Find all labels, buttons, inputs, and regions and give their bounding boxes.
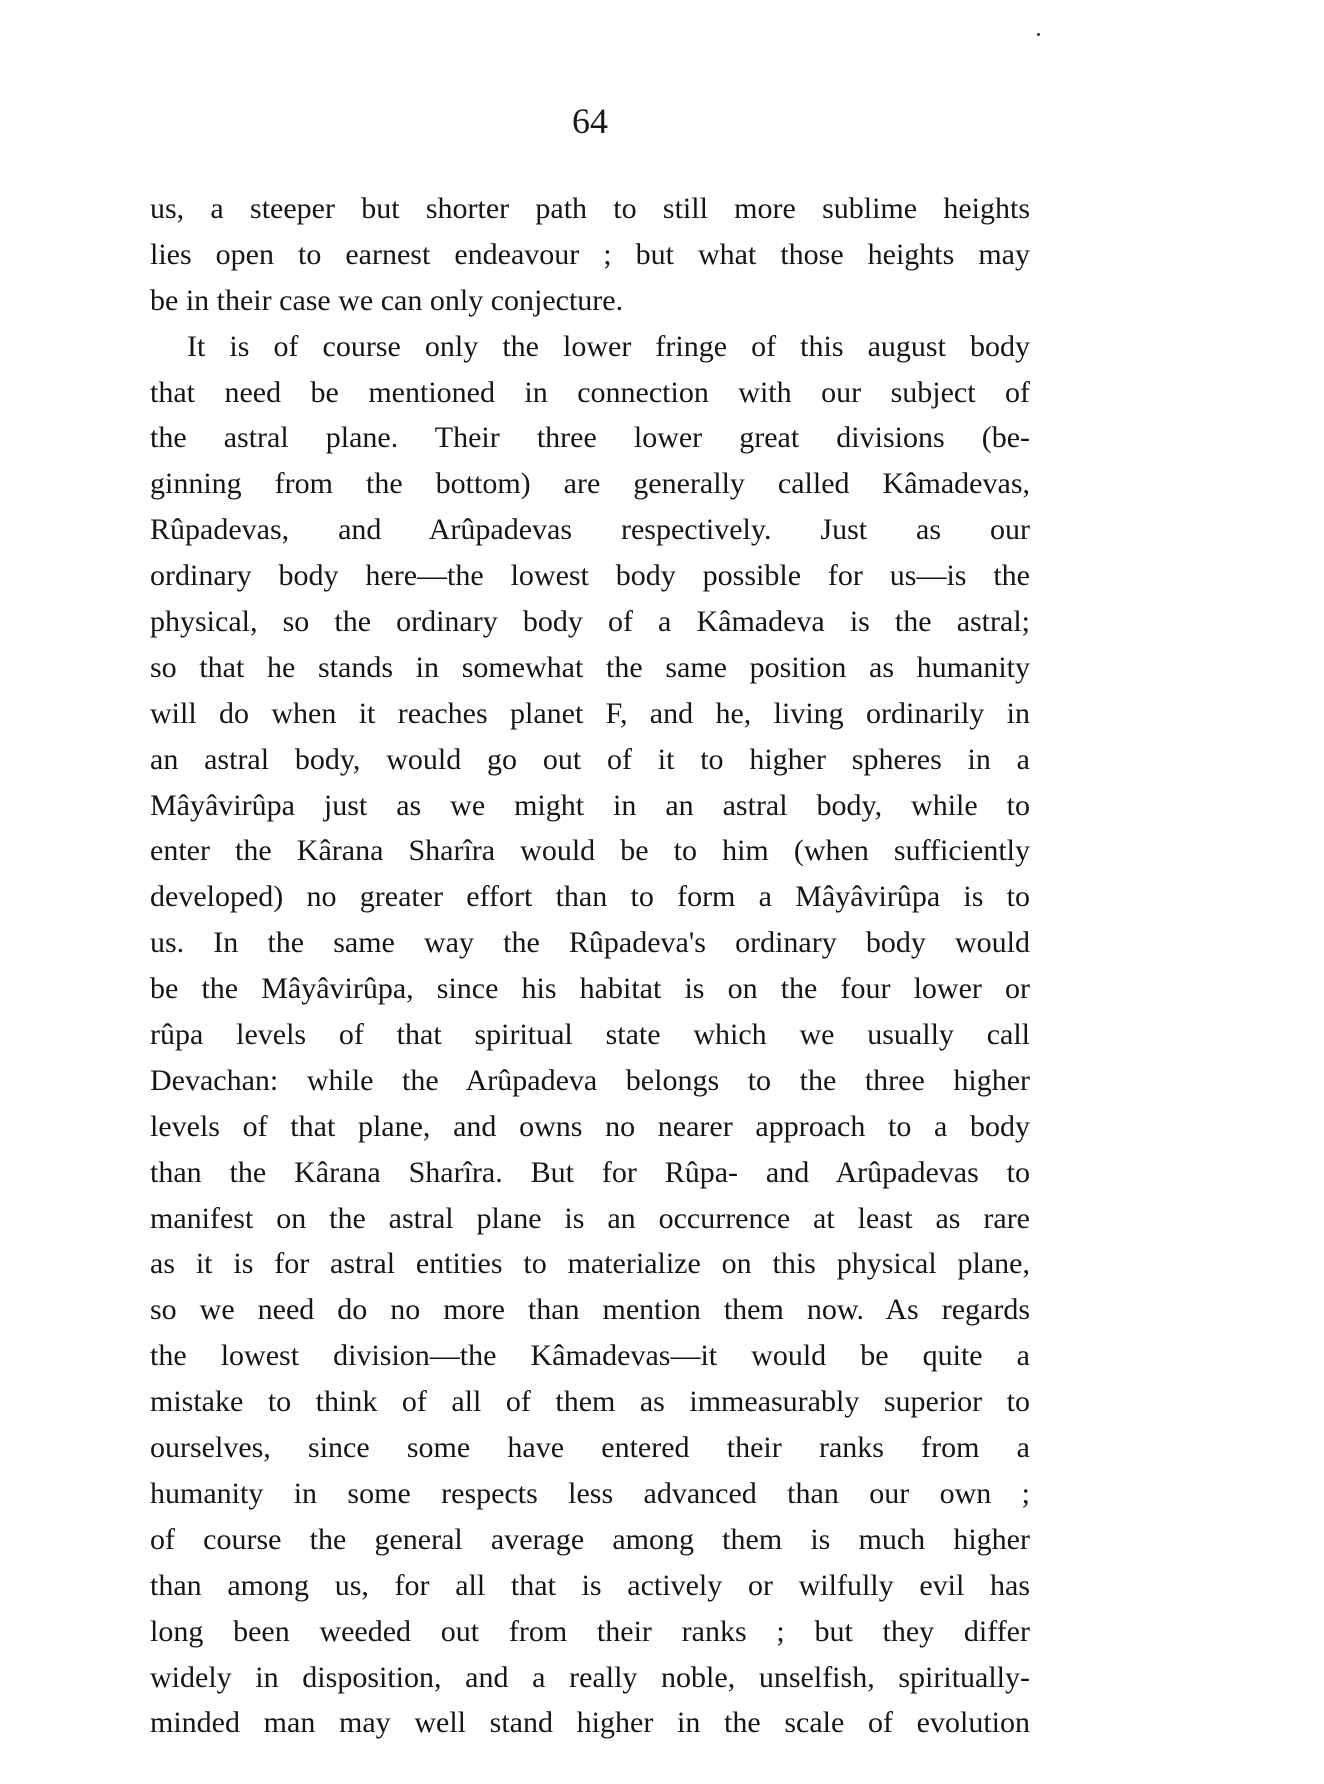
scan-speck <box>1037 33 1040 36</box>
text-line: will do when it reaches planet F, and he, living ordinarily in <box>150 696 1030 730</box>
text-line: be in their case we can only conjecture. <box>150 283 624 317</box>
text-line: us. In the same way the Rûpadeva's ordinary body would <box>150 926 1030 960</box>
text-line: so that he stands in somewhat the same position as humanity <box>150 650 1030 684</box>
text-line: humanity in some respects less advanced than our own ; <box>150 1476 1030 1510</box>
text-line: ginning from the bottom) are generally called Kâmadevas, <box>150 467 1030 501</box>
text-line: Mâyâvirûpa just as we might in an astral body, while to <box>150 788 1030 822</box>
text-line: ordinary body here—the lowest body possible for us—is the <box>150 559 1030 593</box>
text-line: that need be mentioned in connection with our subject of <box>150 375 1030 409</box>
text-line: ourselves, since some have entered their ranks from a <box>150 1431 1030 1465</box>
text-line: as it is for astral entities to materialize on this physical plane, <box>150 1247 1030 1281</box>
text-line: us, a steeper but shorter path to still more sublime heights <box>150 192 1030 225</box>
text-line: lies open to earnest endeavour ; but what those heights may <box>150 237 1030 271</box>
page-number: 64 <box>572 101 608 141</box>
text-line: the lowest division—the Kâmadevas—it would be quite a <box>150 1339 1030 1373</box>
text-line: mistake to think of all of them as immeasurably superior to <box>150 1385 1030 1419</box>
text-line: the astral plane. Their three lower great divisions (be- <box>150 421 1030 455</box>
text-line: than the Kârana Sharîra. But for Rûpa- and Arûpadevas to <box>150 1155 1030 1189</box>
text-line: developed) no greater effort than to form a Mâyâvirûpa is to <box>150 880 1030 914</box>
text-line: manifest on the astral plane is an occurrence at least as rare <box>150 1201 1030 1235</box>
text-line: an astral body, would go out of it to higher spheres in a <box>150 742 1030 776</box>
text-line: Rûpadevas, and Arûpadevas respectively. Just as our <box>150 513 1030 547</box>
text-line: Devachan: while the Arûpadeva belongs to the three higher <box>150 1063 1030 1097</box>
text-line: long been weeded out from their ranks ; but they differ <box>150 1614 1030 1648</box>
text-line: levels of that plane, and owns no nearer approach to a body <box>150 1109 1030 1143</box>
text-line: be the Mâyâvirûpa, since his habitat is on the four lower or <box>150 972 1030 1006</box>
body-text <box>150 186 1030 1746</box>
text-line: enter the Kârana Sharîra would be to him (when sufficiently <box>150 834 1030 868</box>
text-line: It is of course only the lower fringe of this august body <box>187 329 1030 363</box>
text-line: so we need do no more than mention them now. As regards <box>150 1293 1030 1327</box>
text-line: rûpa levels of that spiritual state which we usually call <box>150 1018 1030 1052</box>
text-line: than among us, for all that is actively or wilfully evil has <box>150 1568 1030 1602</box>
text-line: minded man may well stand higher in the scale of evolution <box>150 1706 1030 1740</box>
text-line: of course the general average among them is much higher <box>150 1522 1030 1556</box>
text-line: widely in disposition, and a really noble, unselfish, spiritually- <box>150 1660 1030 1694</box>
text-line: physical, so the ordinary body of a Kâmadeva is the astral; <box>150 605 1030 639</box>
